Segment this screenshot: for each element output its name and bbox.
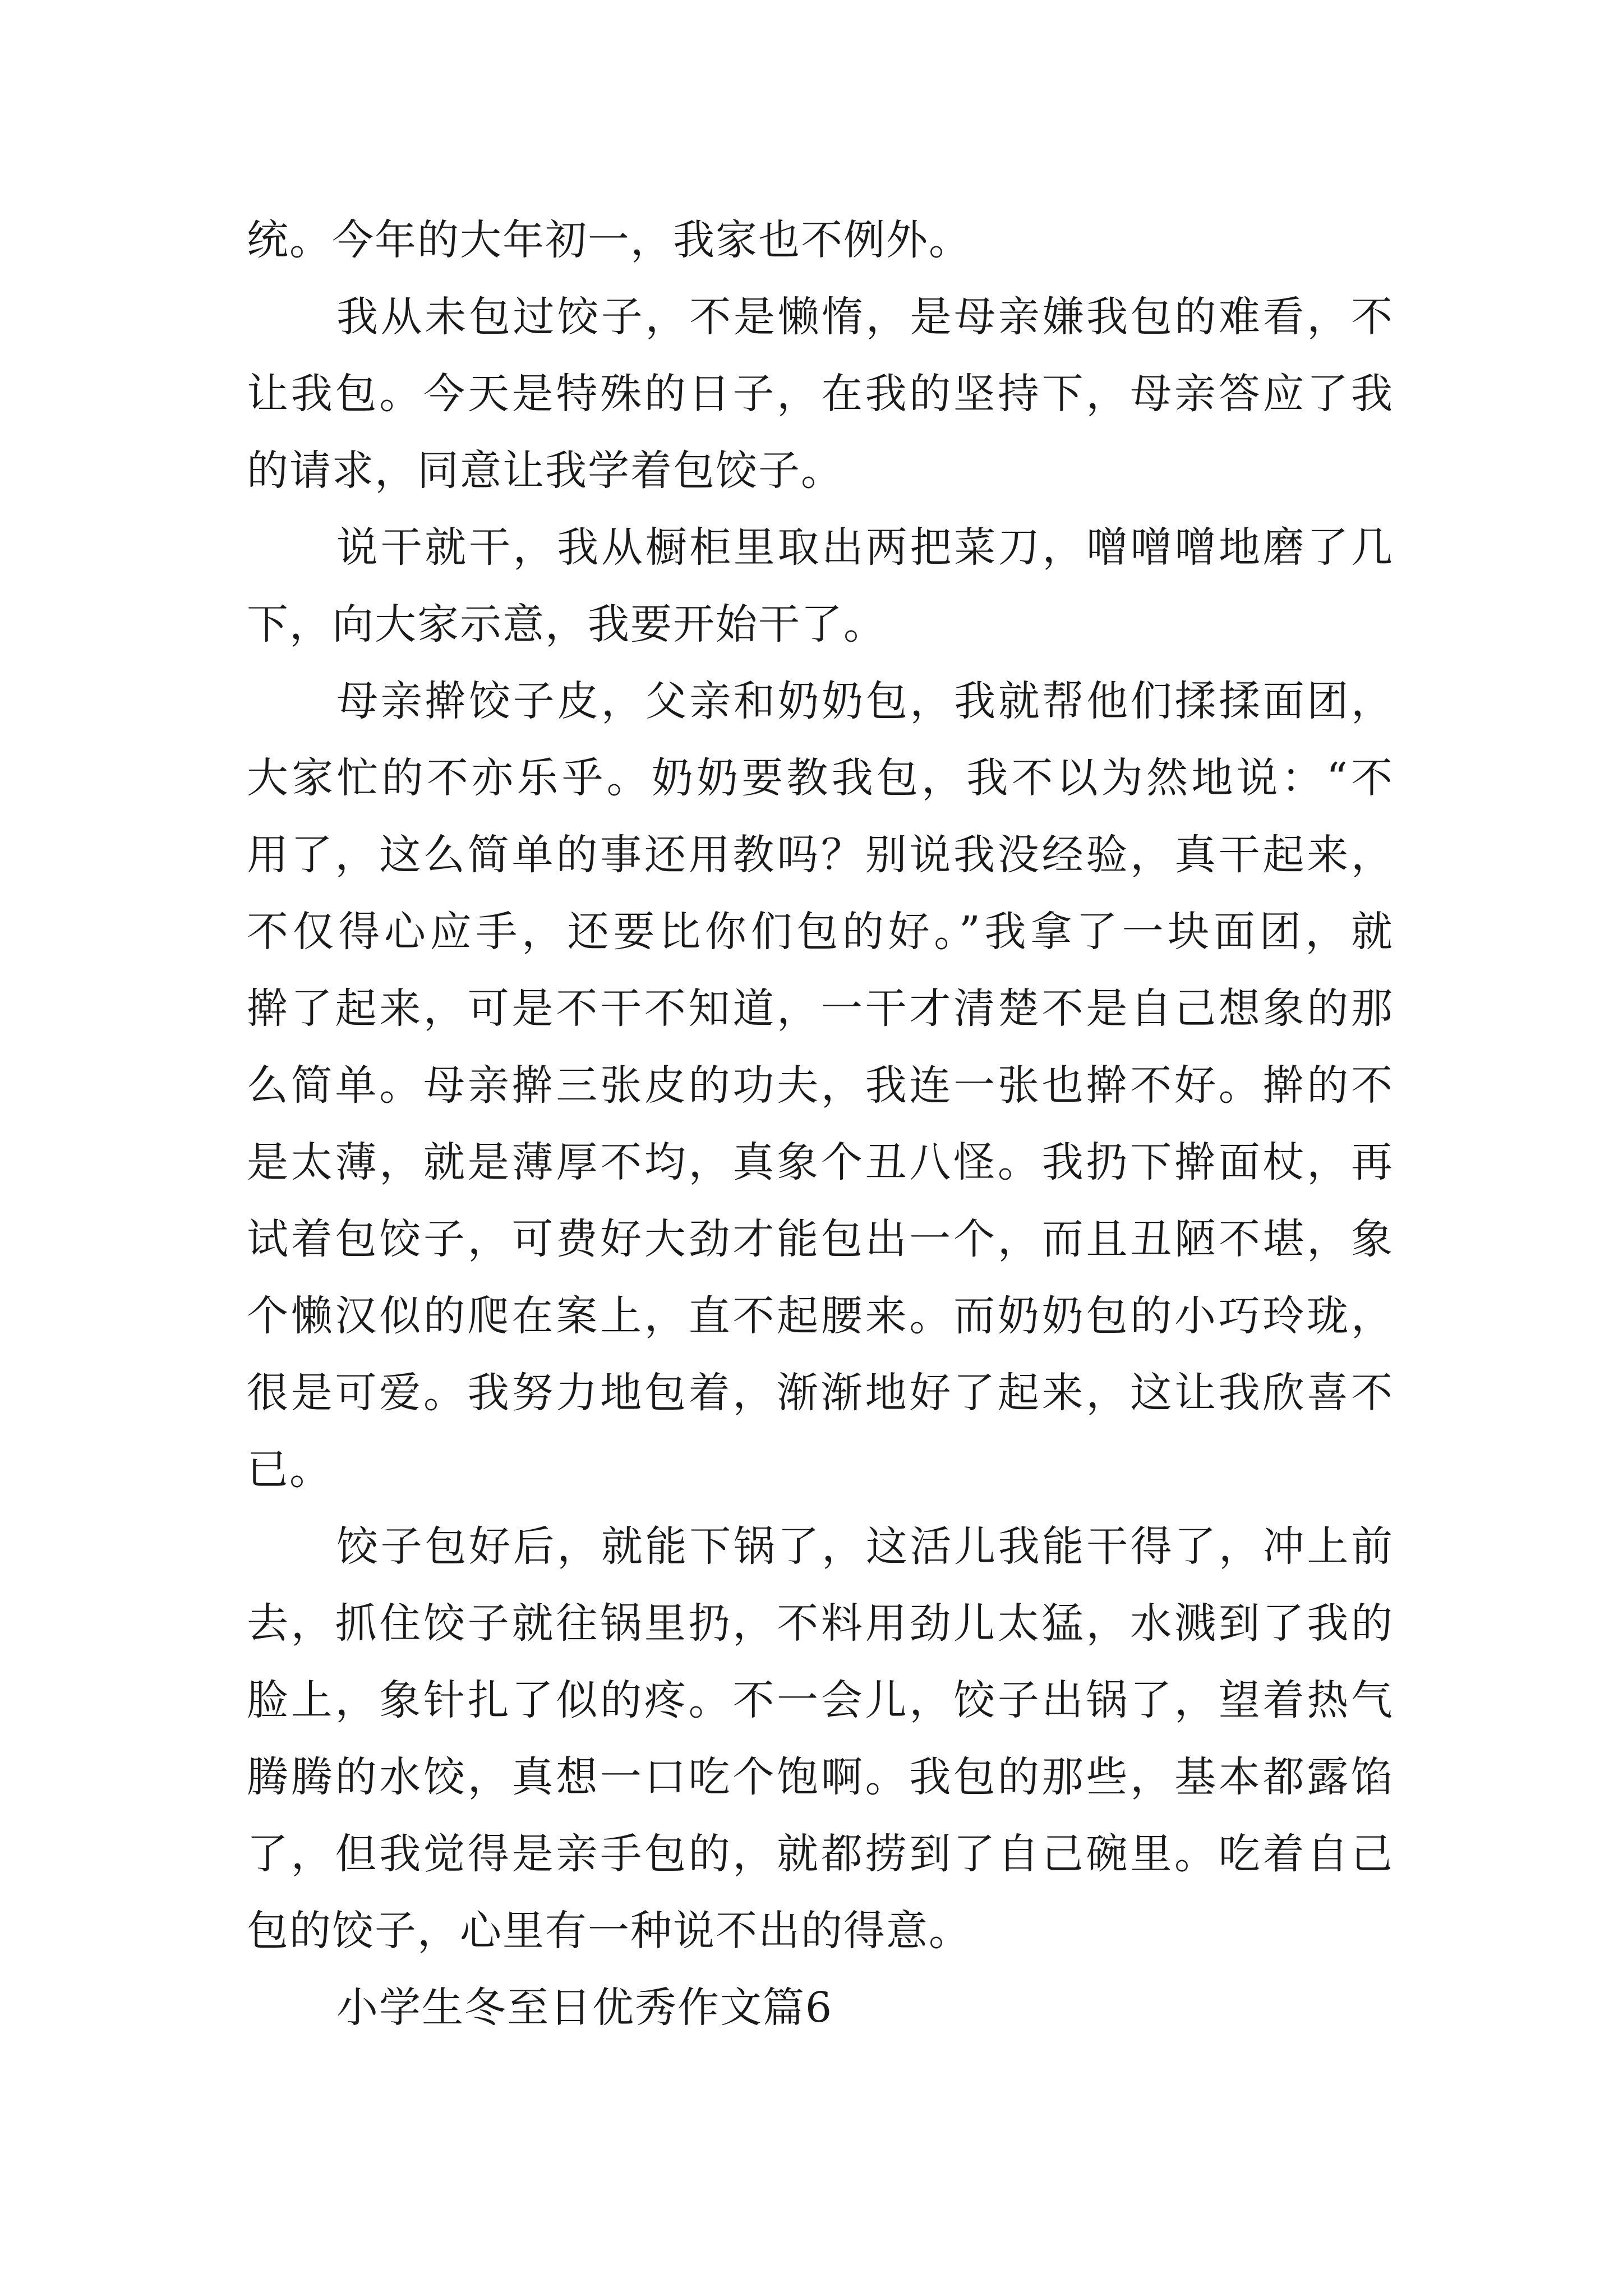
- text-line: 擀了起来，可是不干不知道，一干才清楚不是自己想象的那: [247, 984, 1394, 1033]
- text-line: 不仅得心应手，还要比你们包的好。”我拿了一块面团，就: [247, 908, 1394, 956]
- paragraph-4: [247, 663, 1394, 1508]
- text-line: 母亲擀饺子皮，父亲和奶奶包，我就帮他们揉揉面团，: [336, 677, 1394, 725]
- text-line: 个懒汉似的爬在案上，直不起腰来。而奶奶包的小巧玲珑，: [247, 1292, 1394, 1340]
- section-heading: 小学生冬至日优秀作文篇6: [336, 1984, 833, 2032]
- paragraph-5: [247, 1508, 1394, 1970]
- text-line: 的请求，同意让我学着包饺子。: [247, 447, 843, 495]
- text-line: 腾腾的水饺，真想一口吃个饱啊。我包的那些，基本都露馅: [247, 1753, 1394, 1801]
- text-line: 脸上，象针扎了似的疼。不一会儿，饺子出锅了，望着热气: [247, 1676, 1394, 1724]
- text-line: 下，向大家示意，我要开始干了。: [247, 600, 886, 648]
- text-line: 是太薄，就是薄厚不均，真象个丑八怪。我扔下擀面杖，再: [247, 1138, 1394, 1186]
- text-line: 试着包饺子，可费好大劲才能包出一个，而且丑陋不堪，象: [247, 1215, 1394, 1263]
- text-line: 用了，这么简单的事还用教吗？别说我没经验，真干起来，: [247, 831, 1394, 879]
- paragraph-1: [247, 202, 1394, 279]
- text-line: 让我包。今天是特殊的日子，在我的坚持下，母亲答应了我: [247, 370, 1394, 418]
- text-line: 去，抓住饺子就往锅里扔，不料用劲儿太猛，水溅到了我的: [247, 1599, 1394, 1648]
- text-line: 已。: [247, 1446, 332, 1494]
- text-line: 很是可爱。我努力地包着，渐渐地好了起来，这让我欣喜不: [247, 1369, 1394, 1417]
- text-line: 饺子包好后，就能下锅了，这活儿我能干得了，冲上前: [336, 1522, 1394, 1571]
- text-line: 我从未包过饺子，不是懒惰，是母亲嫌我包的难看，不: [336, 293, 1394, 341]
- paragraph-2: [247, 279, 1394, 509]
- text-line: 包的饺子，心里有一种说不出的得意。: [247, 1907, 971, 1955]
- text-line: 么简单。母亲擀三张皮的功夫，我连一张也擀不好。擀的不: [247, 1061, 1394, 1110]
- document-body: [247, 202, 1394, 2046]
- text-line: 说干就干，我从橱柜里取出两把菜刀，噌噌噌地磨了几: [336, 523, 1394, 572]
- paragraph-3: [247, 509, 1394, 663]
- text-line: 统。今年的大年初一，我家也不例外。: [247, 216, 971, 264]
- text-line: 了，但我觉得是亲手包的，就都捞到了自己碗里。吃着自己: [247, 1830, 1394, 1878]
- text-line: 大家忙的不亦乐乎。奶奶要教我包，我不以为然地说：“不: [247, 754, 1394, 802]
